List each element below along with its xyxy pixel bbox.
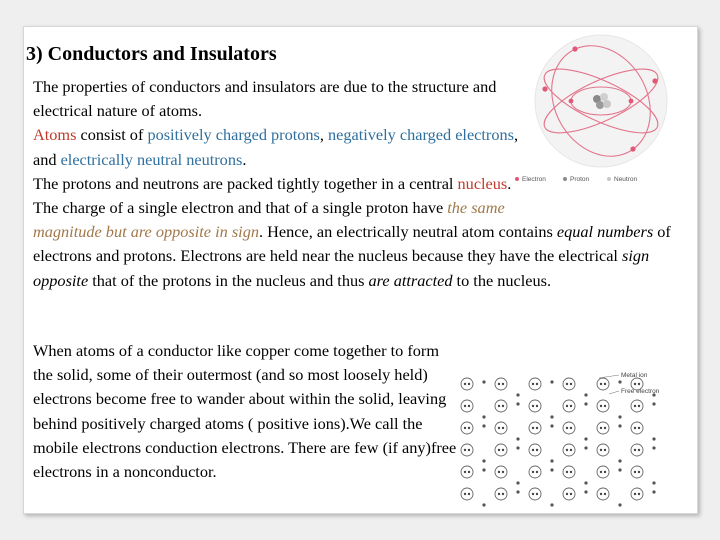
- free-electron: [584, 446, 587, 449]
- metal-ion: [597, 444, 609, 456]
- term-same-magnitude: the same magnitude but: [33, 198, 505, 242]
- free-electron: [482, 424, 485, 427]
- slide: [23, 26, 698, 514]
- term-sign-opposite: sign opposite: [33, 246, 650, 290]
- metal-ion: [529, 444, 541, 456]
- metal-ion: [529, 466, 541, 478]
- metal-ion: [461, 444, 473, 456]
- metal-ion: [495, 400, 507, 412]
- metal-ion: [597, 422, 609, 434]
- metal-ion: [461, 488, 473, 500]
- free-electron: [482, 459, 485, 462]
- text-period: .: [242, 149, 247, 169]
- text-and: , and: [33, 125, 519, 169]
- text-to-nucleus: to the nucleus.: [452, 270, 552, 290]
- intro-sentence: The properties of conductors and insulators are due to the structure and electrical nature of atoms.: [33, 77, 497, 121]
- metal-ion: [631, 422, 643, 434]
- term-nucleus: nucleus: [457, 173, 508, 193]
- metal-ion: [495, 488, 507, 500]
- text-nucleus-lead: The protons and neutrons are packed tightly together in a central: [33, 173, 458, 193]
- free-electron: [584, 393, 587, 396]
- free-electron: [550, 468, 553, 471]
- free-electron: [550, 503, 553, 506]
- metal-ion: [631, 400, 643, 412]
- free-electron: [652, 402, 655, 405]
- text-comma: ,: [319, 125, 329, 145]
- free-electron: [618, 503, 621, 506]
- text-charge: . The charge of a single electron and that of a single proton have: [33, 173, 512, 218]
- free-electron: [516, 446, 519, 449]
- free-electron: [618, 459, 621, 462]
- legend-electron: Electron: [522, 176, 546, 183]
- free-electron: [516, 393, 519, 396]
- free-electron: [584, 437, 587, 440]
- free-electron: [584, 490, 587, 493]
- term-positively-charged-protons: positively charged protons: [147, 125, 320, 145]
- metal-ion: [529, 488, 541, 500]
- metal-ion: [563, 400, 575, 412]
- free-electron: [652, 490, 655, 493]
- label-free-electron: Free electron: [621, 388, 660, 395]
- metal-ion: [563, 378, 575, 390]
- free-electron: [652, 437, 655, 440]
- label-metal-ion: Metal ion: [621, 372, 648, 379]
- term-electrically-neutral-neutrons: electrically neutral neutrons: [60, 149, 243, 169]
- metal-ion: [597, 400, 609, 412]
- metal-ion: [529, 422, 541, 434]
- metal-ion: [631, 488, 643, 500]
- text-electrons-held: of electrons and protons. Electrons are held near the nucleus because they have the electrical: [33, 222, 671, 266]
- metal-ion: [597, 378, 609, 390]
- metal-ion: [461, 400, 473, 412]
- term-opposite-in-sign: are opposite in sign: [130, 222, 259, 242]
- legend-neutron: Neutron: [614, 176, 638, 183]
- free-electron: [618, 415, 621, 418]
- metal-ion: [529, 400, 541, 412]
- free-electron: [584, 481, 587, 484]
- free-electron: [482, 468, 485, 471]
- free-electron: [652, 481, 655, 484]
- text-hence: . Hence, an electrically neutral atom contains: [258, 222, 557, 242]
- metal-ion: [495, 422, 507, 434]
- metal-ion: [563, 422, 575, 434]
- metal-ion: [631, 466, 643, 478]
- text-protons-nucleus: that of the protons in the nucleus and thus: [88, 270, 369, 290]
- slide-title: 3) Conductors and Insulators: [26, 43, 277, 65]
- free-electron: [516, 437, 519, 440]
- text-consist-of: consist of: [76, 125, 148, 145]
- metal-ion: [563, 444, 575, 456]
- metal-ion: [495, 378, 507, 390]
- metal-lattice-diagram: [449, 368, 681, 510]
- free-electron: [550, 380, 553, 383]
- free-electron: [516, 481, 519, 484]
- conductors-text: When atoms of a conductor like copper come together to form the solid, some of their outermost (and so most loosely held) electrons become free to wander about within the solid, leaving behind positively charged atoms ( positive ions).We call the mobile electrons conduction electrons. There are few (if any)free electrons in a nonconductor.: [33, 341, 457, 482]
- term-negatively-charged-electrons: negatively charged electrons: [328, 125, 514, 145]
- free-electron: [584, 402, 587, 405]
- metal-ion: [597, 488, 609, 500]
- free-electron: [482, 415, 485, 418]
- metal-ion: [495, 466, 507, 478]
- metal-ion: [563, 488, 575, 500]
- free-electron: [482, 380, 485, 383]
- metal-ion: [495, 444, 507, 456]
- term-atoms: Atoms: [33, 125, 77, 145]
- legend-proton: Proton: [570, 176, 590, 183]
- free-electron: [618, 468, 621, 471]
- metal-ion: [597, 466, 609, 478]
- free-electron: [550, 415, 553, 418]
- metal-ion: [529, 378, 541, 390]
- free-electron: [482, 503, 485, 506]
- metal-ion: [461, 466, 473, 478]
- free-electron: [516, 402, 519, 405]
- free-electron: [516, 490, 519, 493]
- free-electron: [618, 424, 621, 427]
- metal-ion: [631, 444, 643, 456]
- term-equal-numbers: equal numbers: [556, 222, 654, 242]
- metal-ion: [461, 422, 473, 434]
- free-electron: [618, 380, 621, 383]
- atoms-paragraph: [33, 75, 697, 293]
- metal-ion: [461, 378, 473, 390]
- free-electron: [550, 424, 553, 427]
- free-electron: [550, 459, 553, 462]
- metal-ion: [563, 466, 575, 478]
- free-electron: [652, 446, 655, 449]
- term-are-attracted: are attracted: [368, 270, 453, 290]
